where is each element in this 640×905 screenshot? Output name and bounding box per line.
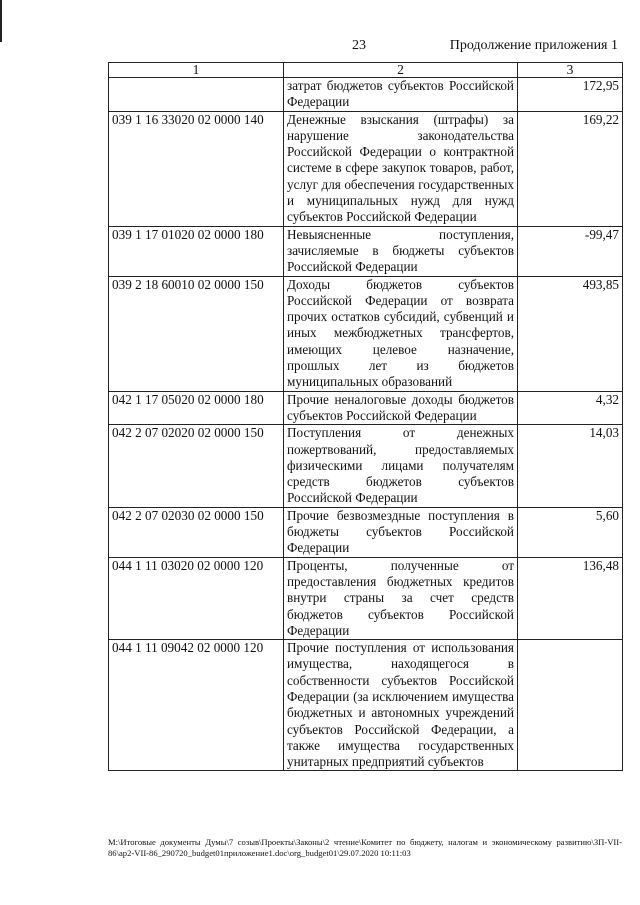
table-row (109, 111, 623, 226)
page-edge-mark (0, 0, 2, 42)
table-row (109, 557, 623, 639)
table-row (109, 78, 623, 112)
budget-code: 042 2 07 02020 02 0000 150 (109, 425, 284, 507)
revenue-description: Прочие безвозмездные поступления в бюджеты субъектов Российской Федерации (284, 507, 518, 557)
table-header-row (109, 63, 623, 78)
budget-code: 042 2 07 02030 02 0000 150 (109, 507, 284, 557)
budget-code: 044 1 11 03020 02 0000 120 (109, 557, 284, 639)
budget-code: 039 2 18 60010 02 0000 150 (109, 276, 284, 391)
revenue-description: Прочие неналоговые доходы бюджетов субъектов Российской Федерации (284, 391, 518, 425)
budget-code: 039 1 16 33020 02 0000 140 (109, 111, 284, 226)
revenue-description: Прочие поступления от использования имущества, находящегося в собственности субъектов Российской Федерации (за исключением имущества бюджетных и автономных учреждений субъектов Российской Федерации, а также имущества государственных унитарных предприятий субъектов (284, 640, 518, 771)
page-number: 23 (352, 38, 366, 53)
revenue-description: Денежные взыскания (штрафы) за нарушение законодательства Российской Федерации о контрактной системе в сфере закупок товаров, работ, услуг для обеспечения государственных и муниципальных нужд для нужд субъектов Российской Федерации (284, 111, 518, 226)
table-row (109, 391, 623, 425)
column-header: 1 (109, 63, 284, 78)
budget-code: 042 1 17 05020 02 0000 180 (109, 391, 284, 425)
budget-code (109, 78, 284, 112)
budget-code: 044 1 11 09042 02 0000 120 (109, 640, 284, 771)
table-row (109, 640, 623, 771)
amount: -99,47 (518, 226, 623, 276)
continuation-label: Продолжение приложения 1 (449, 38, 618, 53)
document-file-path: M:\Итоговые документы Думы\7 созыв\Проекты\Законы\2 чтение\Комитет по бюджету, налогам и экономическому развитию\ЗП-VII-86\ap2-VII-86_290720_budget01приложение1.doc\org_budget01\29.07.2020 10:11:03 (108, 837, 622, 858)
amount: 4,32 (518, 391, 623, 425)
amount: 493,85 (518, 276, 623, 391)
amount: 14,03 (518, 425, 623, 507)
amount (518, 640, 623, 771)
column-header: 2 (284, 63, 518, 78)
revenue-description: затрат бюджетов субъектов Российской Федерации (284, 78, 518, 112)
revenue-description: Невыясненные поступления, зачисляемые в бюджеты субъектов Российской Федерации (284, 226, 518, 276)
table-row (109, 226, 623, 276)
column-header: 3 (518, 63, 623, 78)
amount: 169,22 (518, 111, 623, 226)
revenue-description: Доходы бюджетов субъектов Российской Федерации от возврата прочих остатков субсидий, субвенций и иных межбюджетных трансфертов, имеющих целевое назначение, прошлых лет из бюджетов муниципальных образований (284, 276, 518, 391)
budget-revenue-table (108, 62, 623, 771)
table-row (109, 425, 623, 507)
amount: 5,60 (518, 507, 623, 557)
table-row (109, 507, 623, 557)
table-row (109, 276, 623, 391)
revenue-description: Проценты, полученные от предоставления бюджетных кредитов внутри страны за счет средств бюджетов субъектов Российской Федерации (284, 557, 518, 639)
amount: 136,48 (518, 557, 623, 639)
revenue-description: Поступления от денежных пожертвований, предоставляемых физическими лицами получателям средств бюджетов субъектов Российской Федерации (284, 425, 518, 507)
amount: 172,95 (518, 78, 623, 112)
budget-code: 039 1 17 01020 02 0000 180 (109, 226, 284, 276)
